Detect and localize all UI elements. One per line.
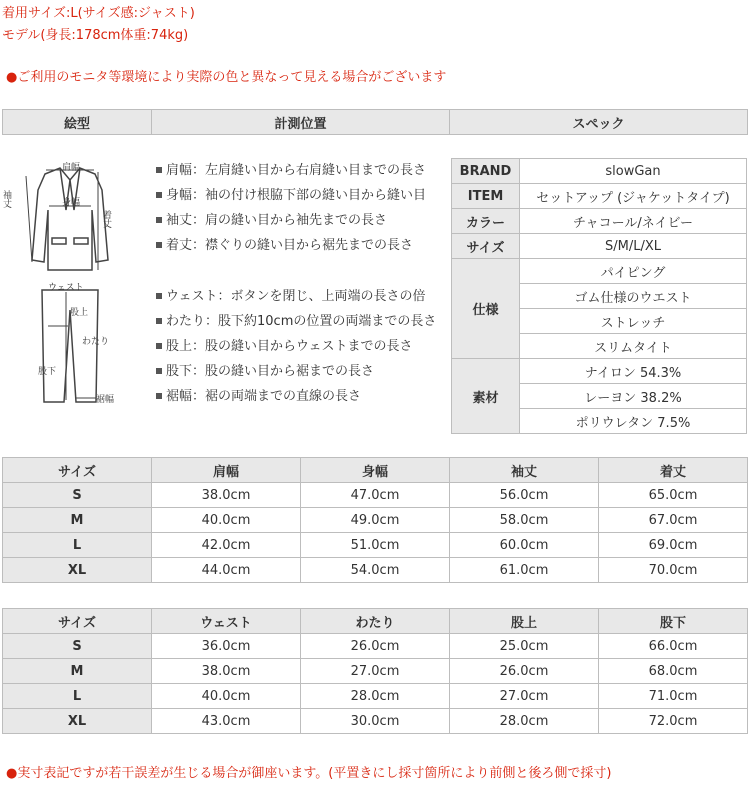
- spec-material: レーヨン 38.2%: [520, 384, 747, 409]
- spec-material: ナイロン 54.3%: [520, 359, 747, 384]
- table-cell: 70.0cm: [599, 558, 748, 583]
- size-label: L: [3, 684, 152, 709]
- table-cell: 66.0cm: [599, 634, 748, 659]
- table-header: サイズ: [3, 609, 152, 634]
- spec-key-features: 仕様: [452, 259, 520, 359]
- table-header: 袖丈: [450, 458, 599, 483]
- table-cell: 26.0cm: [450, 659, 599, 684]
- bullet-icon: [156, 167, 162, 173]
- list-item: 股上：股の縫い目からウェストまでの長さ: [156, 334, 436, 359]
- spec-material: ポリウレタン 7.5%: [520, 409, 747, 434]
- spec-key-material: 素材: [452, 359, 520, 434]
- table-row: [3, 558, 748, 583]
- size-label: S: [3, 634, 152, 659]
- table-header: 肩幅: [152, 458, 301, 483]
- table-cell: 26.0cm: [301, 634, 450, 659]
- bullet-icon: [156, 192, 162, 198]
- diagram-label-sleeve: 袖丈: [1, 190, 11, 208]
- table-row: [3, 659, 748, 684]
- bullet-icon: [156, 293, 162, 299]
- header-spec: スペック: [450, 110, 748, 135]
- color-notice: ●ご利用のモニタ等環境により実際の色と異なって見える場合がございます: [6, 70, 447, 85]
- measure-list-jacket: [156, 158, 426, 258]
- spec-item: セットアップ (ジャケットタイプ): [520, 184, 747, 209]
- list-item: ウェスト：ボタンを閉じ、上両端の長さの倍: [156, 284, 436, 309]
- table-header: わたり: [301, 609, 450, 634]
- table-cell: 27.0cm: [450, 684, 599, 709]
- jacket-diagram: [32, 168, 108, 270]
- table-cell: 38.0cm: [152, 483, 301, 508]
- table-row: [3, 483, 748, 508]
- bullet-icon: [156, 368, 162, 374]
- size-label: M: [3, 659, 152, 684]
- table-cell: 38.0cm: [152, 659, 301, 684]
- spec-color: チャコール/ネイビー: [520, 209, 747, 234]
- diagram-label-length: 着丈: [101, 210, 111, 228]
- diagram-label-shoulder: 肩幅: [62, 163, 81, 173]
- table-cell: 51.0cm: [301, 533, 450, 558]
- bullet-icon: [156, 217, 162, 223]
- table-cell: 71.0cm: [599, 684, 748, 709]
- diagram-label-rise: 股上: [70, 308, 89, 318]
- diagram-label-body: 身幅: [62, 198, 81, 208]
- table-cell: 58.0cm: [450, 508, 599, 533]
- table-header: 着丈: [599, 458, 748, 483]
- spec-feature: ストレッチ: [520, 309, 747, 334]
- spec-key-color: カラー: [452, 209, 520, 234]
- table-cell: 44.0cm: [152, 558, 301, 583]
- size-label: XL: [3, 709, 152, 734]
- table-header: ウェスト: [152, 609, 301, 634]
- table-cell: 68.0cm: [599, 659, 748, 684]
- bullet-icon: [156, 343, 162, 349]
- size-label: L: [3, 533, 152, 558]
- spec-size: S/M/L/XL: [520, 234, 747, 259]
- table-row: [3, 684, 748, 709]
- table-row: [3, 533, 748, 558]
- size-label: XL: [3, 558, 152, 583]
- table-cell: 49.0cm: [301, 508, 450, 533]
- list-item: 肩幅：左肩縫い目から右肩縫い目までの長さ: [156, 158, 426, 183]
- jacket-size-table: [2, 457, 748, 583]
- spec-brand: slowGan: [520, 159, 747, 184]
- size-label: M: [3, 508, 152, 533]
- diagram-label-thigh: わたり: [82, 337, 110, 347]
- table-cell: 36.0cm: [152, 634, 301, 659]
- table-cell: 47.0cm: [301, 483, 450, 508]
- spec-feature: ゴム仕様のウエスト: [520, 284, 747, 309]
- spec-feature: パイピング: [520, 259, 747, 284]
- measure-list-pants: [156, 284, 436, 409]
- table-cell: 61.0cm: [450, 558, 599, 583]
- header-measure: 計測位置: [152, 110, 450, 135]
- list-item: 裾幅：裾の両端までの直線の長さ: [156, 384, 436, 409]
- header-diagram: 絵型: [3, 110, 152, 135]
- table-cell: 40.0cm: [152, 684, 301, 709]
- bullet-icon: [156, 242, 162, 248]
- model-size-text: 着用サイズ:L(サイズ感:ジャスト): [2, 6, 195, 21]
- list-item: 袖丈：肩の縫い目から袖先までの長さ: [156, 208, 426, 233]
- table-cell: 40.0cm: [152, 508, 301, 533]
- table-row: [3, 508, 748, 533]
- spec-table: [451, 158, 747, 434]
- table-cell: 25.0cm: [450, 634, 599, 659]
- table-cell: 69.0cm: [599, 533, 748, 558]
- table-cell: 60.0cm: [450, 533, 599, 558]
- table-header: 身幅: [301, 458, 450, 483]
- table-cell: 43.0cm: [152, 709, 301, 734]
- table-cell: 56.0cm: [450, 483, 599, 508]
- table-cell: 42.0cm: [152, 533, 301, 558]
- list-item: 身幅：袖の付け根脇下部の縫い目から縫い目: [156, 183, 426, 208]
- spec-key-item: ITEM: [452, 184, 520, 209]
- table-row: [3, 709, 748, 734]
- table-cell: 72.0cm: [599, 709, 748, 734]
- table-cell: 65.0cm: [599, 483, 748, 508]
- table-cell: 54.0cm: [301, 558, 450, 583]
- list-item: 股下：股の縫い目から裾までの長さ: [156, 359, 436, 384]
- table-cell: 27.0cm: [301, 659, 450, 684]
- pants-size-table: [2, 608, 748, 734]
- spec-key-size: サイズ: [452, 234, 520, 259]
- table-row: [3, 634, 748, 659]
- table-cell: 67.0cm: [599, 508, 748, 533]
- diagram-label-hem: 裾幅: [96, 395, 115, 405]
- spec-feature: スリムタイト: [520, 334, 747, 359]
- bullet-icon: [156, 393, 162, 399]
- diagram-label-inseam: 股下: [38, 367, 57, 377]
- list-item: わたり：股下約10cmの位置の両端までの長さ: [156, 309, 436, 334]
- list-item: 着丈：襟ぐりの縫い目から裾先までの長さ: [156, 233, 426, 258]
- size-label: S: [3, 483, 152, 508]
- table-header: サイズ: [3, 458, 152, 483]
- model-info-text: モデル(身長:178cm体重:74kg): [2, 28, 189, 43]
- diagram-label-waist: ウェスト: [48, 283, 84, 293]
- table-cell: 28.0cm: [301, 684, 450, 709]
- bullet-icon: [156, 318, 162, 324]
- section-header: [2, 109, 748, 135]
- table-cell: 28.0cm: [450, 709, 599, 734]
- table-header: 股上: [450, 609, 599, 634]
- footer-note: ●実寸表記ですが若干誤差が生じる場合が御座います。(平置きにし採寸箇所により前側と後ろ側で採寸): [6, 766, 612, 781]
- garment-diagram: [0, 150, 150, 410]
- table-header: 股下: [599, 609, 748, 634]
- table-cell: 30.0cm: [301, 709, 450, 734]
- spec-key-brand: BRAND: [452, 159, 520, 184]
